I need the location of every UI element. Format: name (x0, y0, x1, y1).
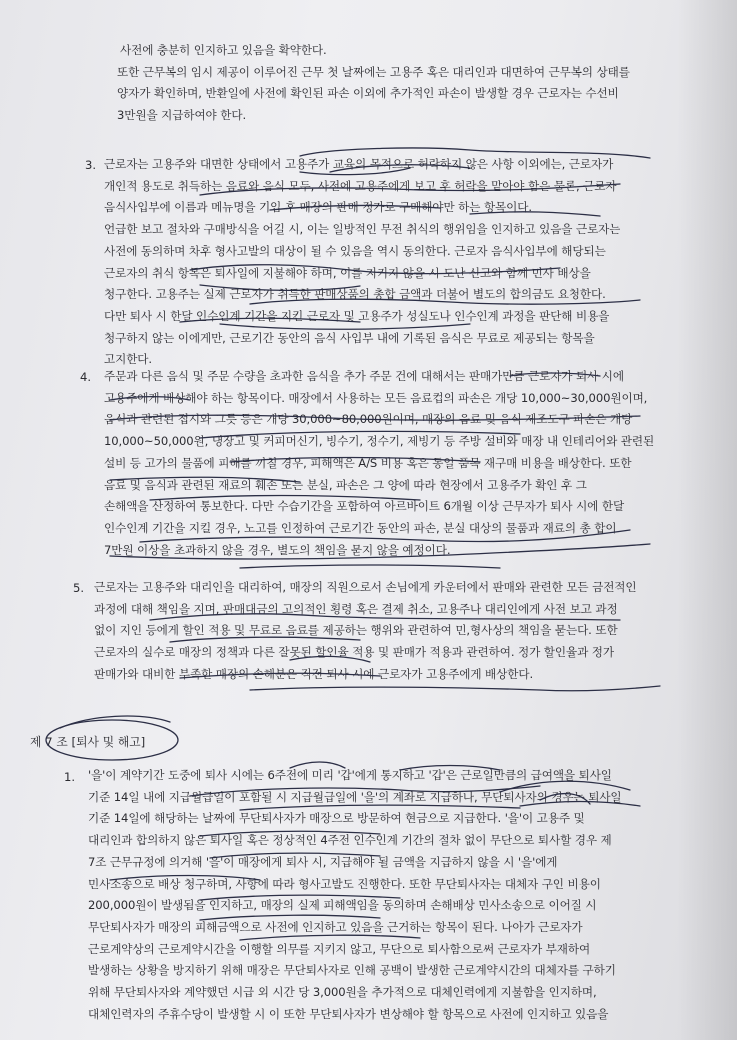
pen-stroke (60, 716, 170, 728)
item5-paragraph (94, 577, 637, 686)
text-line: 근로자의 취식 항목은 퇴사일에 지불해야 하며, 이를 지키지 않을 시 도난 신고와 함께 민사 배상을 (104, 265, 591, 280)
pen-stroke (250, 686, 660, 691)
text-line: 7만원 이상을 초과하지 않을 경우, 별도의 책임을 묻지 않을 예정이다. (104, 542, 451, 557)
text-line: 10,000~50,000원, 냉장고 및 커피머신기, 빙수기, 정수기, 제빙기 등 주방 설비와 매장 내 인테리어와 관련된 (104, 434, 655, 449)
text-line: 기준 14일 내에 지급월급일이 포함될 시 지급월급일에 '을'의 계좌로 지급하나, 무단퇴사자의 경우는 퇴사일 (88, 789, 622, 804)
text-line: 사전에 충분히 인지하고 있음을 확약한다. (120, 43, 327, 57)
text-line: 근로계약상의 근로계약시간을 이행할 의무를 지키지 않고, 무단으로 퇴사함으로써 근로자가 부재하여 (88, 941, 591, 956)
item3-paragraph (104, 154, 620, 371)
text-line: 양자가 확인하며, 반환일에 사전에 확인된 파손 이외에 추가적인 파손이 발생할 경우 근로자는 수선비 (117, 86, 619, 101)
item-number: 5. (73, 581, 85, 595)
text-line: 인수인계 기간을 지킬 경우, 노고를 인정하여 근로기간 동안의 파손, 분실 대상의 물품과 재료의 총 합이 (104, 520, 617, 535)
item-number: 3. (85, 158, 97, 172)
item-number: 4. (80, 370, 92, 384)
text-line: 없이 지인 등에게 할인 적용 및 무료로 음료를 제공하는 행위와 관련하여 민,형사상의 책임을 묻는다. 또한 (94, 623, 618, 638)
text-line: 기준 14일에 해당하는 날짜에 무단퇴사자가 매장으로 방문하여 현금으로 지급한다. '을'이 고용주 및 (88, 811, 585, 826)
text-line: 무단퇴사자가 매장의 피해금액으로 사전에 인지하고 있음을 근거하는 항목이 된다. 나아가 근로자가 (88, 919, 583, 934)
item4-paragraph (104, 366, 654, 561)
text-line: 다만 퇴사 시 한달 인수인계 기간을 지킨 근로자 및 고용주가 성실도나 인수인계 과정을 판단해 비용을 (104, 308, 610, 323)
text-line: 대체인력자의 주휴수당이 발생할 시 이 또한 무단퇴사자가 변상해야 할 항목으로 사전에 인지하고 있음을 (88, 1006, 609, 1021)
text-line: 손해액을 산정하여 통보한다. 다만 수습기간을 포함하여 아르바이트 6개월 이상 근무자가 퇴사 시에 한달 (104, 499, 625, 514)
text-line: 발생하는 상황을 방지하기 위해 매장은 무단퇴사자로 인해 공백이 발생한 근로계약시간의 대체자를 구하기 (88, 963, 616, 978)
text-line: 민사소송으로 배상 청구하며, 사항에 따라 형사고발도 진행한다. 또한 무단퇴사자는 대체자 구인 비용이 (88, 876, 601, 891)
text-line: 판매가와 대비한 부족한 매장의 손해분은 직전 퇴사 시에 근로자가 고용주에게 배상한다. (94, 666, 534, 681)
text-line: 음식사입부에 이름과 메뉴명을 기입 후 매장의 판매 정가로 구매해야만 하는 항목이다. (104, 200, 532, 215)
text-line: 청구하지 않는 이에게만, 근로기간 동안의 음식 사입부 내에 기록된 음식은 무료로 제공되는 항목을 (104, 330, 595, 345)
page-edge-shadow (677, 0, 737, 1040)
text-line: 고지한다. (104, 352, 152, 367)
text-line: 사전에 동의하며 차후 형사고발의 대상이 될 수 있음을 역시 동의한다. 근로자 음식사입부에 해당되는 (104, 243, 606, 258)
intro-paragraph (117, 40, 630, 127)
text-line: 청구한다. 고용주는 실제 근로자가 취득한 판매상품의 총합 금액과 더불어 별도의 합의금도 요청한다. (104, 287, 606, 302)
text-line: 과정에 대해 책임을 지며, 판매대금의 고의적인 횡령 혹은 결제 취소, 고용주나 대리인에게 사전 보고 과정 (94, 601, 618, 616)
text-line: 대리인과 합의하지 않은 퇴사일 혹은 정상적인 4주전 인수인계 기간의 절차 없이 무단으로 퇴사할 경우 제 (88, 833, 612, 848)
text-line: 위해 무단퇴사자와 계약했던 시급 외 시간 당 3,000원을 추가적으로 대체인력에게 지불함을 인지하며, (88, 985, 597, 1000)
text-line: 또한 근무복의 임시 제공이 이루어진 근무 첫 날짜에는 고용주 혹은 대리인과 대면하여 근무복의 상태를 (117, 64, 630, 79)
text-line: 개인적 용도로 취득하는 음료와 음식 모두, 사전에 고용주에게 보고 후 허락을 맡아야 함은 물론, 근로자 (104, 178, 617, 193)
text-line: 주문과 다른 음식 및 주문 수량을 초과한 음식을 추가 주문 건에 대해서는 판매가만큼 근로자가 퇴사 시에 (104, 369, 624, 383)
text-line: 음료 및 음식과 관련된 재료의 훼손 또는 분실, 파손은 그 양에 따라 현장에서 고용주가 확인 후 그 (104, 477, 587, 492)
text-line: 근로자는 고용주와 대면한 상태에서 고용주가 교육의 목적으로 허락하지 않은 사항 이외에는, 근로자가 (104, 157, 614, 171)
article7-item1-paragraph (88, 765, 622, 1025)
text-line: 근로자의 실수로 매장의 정책과 다른 잘못된 할인율 적용 및 판매가 적용과 관련하여. 정가 할인율과 정가 (94, 645, 614, 660)
pen-stroke (240, 565, 500, 568)
text-line: 3만원을 지급하여야 한다. (117, 108, 247, 123)
text-line: 근로자는 고용주와 대리인을 대리하여, 매장의 직원으로서 손님에게 카운터에서 판매와 관련한 모든 금전적인 (94, 580, 637, 594)
item-number: 1. (64, 770, 76, 784)
text-line: 음식과 관련된 접시와 그릇 등은 개당 30,000~80,000원이며, 매장의 음료 및 음식 제조도구 파손은 개당 (104, 412, 633, 427)
text-line: 7조 근무규정에 의거해 '을'이 매장에게 퇴사 시, 지급해야 될 금액을 지급하지 않을 시 '을'에게 (88, 854, 558, 869)
text-line: 200,000원이 발생됨을 인지하고, 매장의 실제 피해액임을 동의하며 손해배상 민사소송으로 이어질 시 (88, 898, 597, 913)
text-line: '을'이 계약기간 도중에 퇴사 시에는 6주전에 미리 '갑'에게 통지하고 '갑'은 근로일만큼의 급여액을 퇴사일 (88, 768, 612, 782)
text-line: 고용주에게 배상해야 하는 항목이다. 매장에서 사용하는 모든 음료컵의 파손은 개당 10,000~30,000원이며, (104, 390, 648, 405)
text-line: 설비 등 고가의 물품에 피해를 끼칠 경우, 피해액은 A/S 비용 혹은 동일 품목 재구매 비용을 배상한다. 또한 (104, 455, 632, 470)
text-line: 언급한 보고 절차와 구매방식을 어길 시, 이는 일방적인 무전 취식의 행위임을 인지하고 있음을 근로자는 (104, 222, 621, 237)
article-heading: 제 7 조 [퇴사 및 해고] (30, 735, 146, 749)
